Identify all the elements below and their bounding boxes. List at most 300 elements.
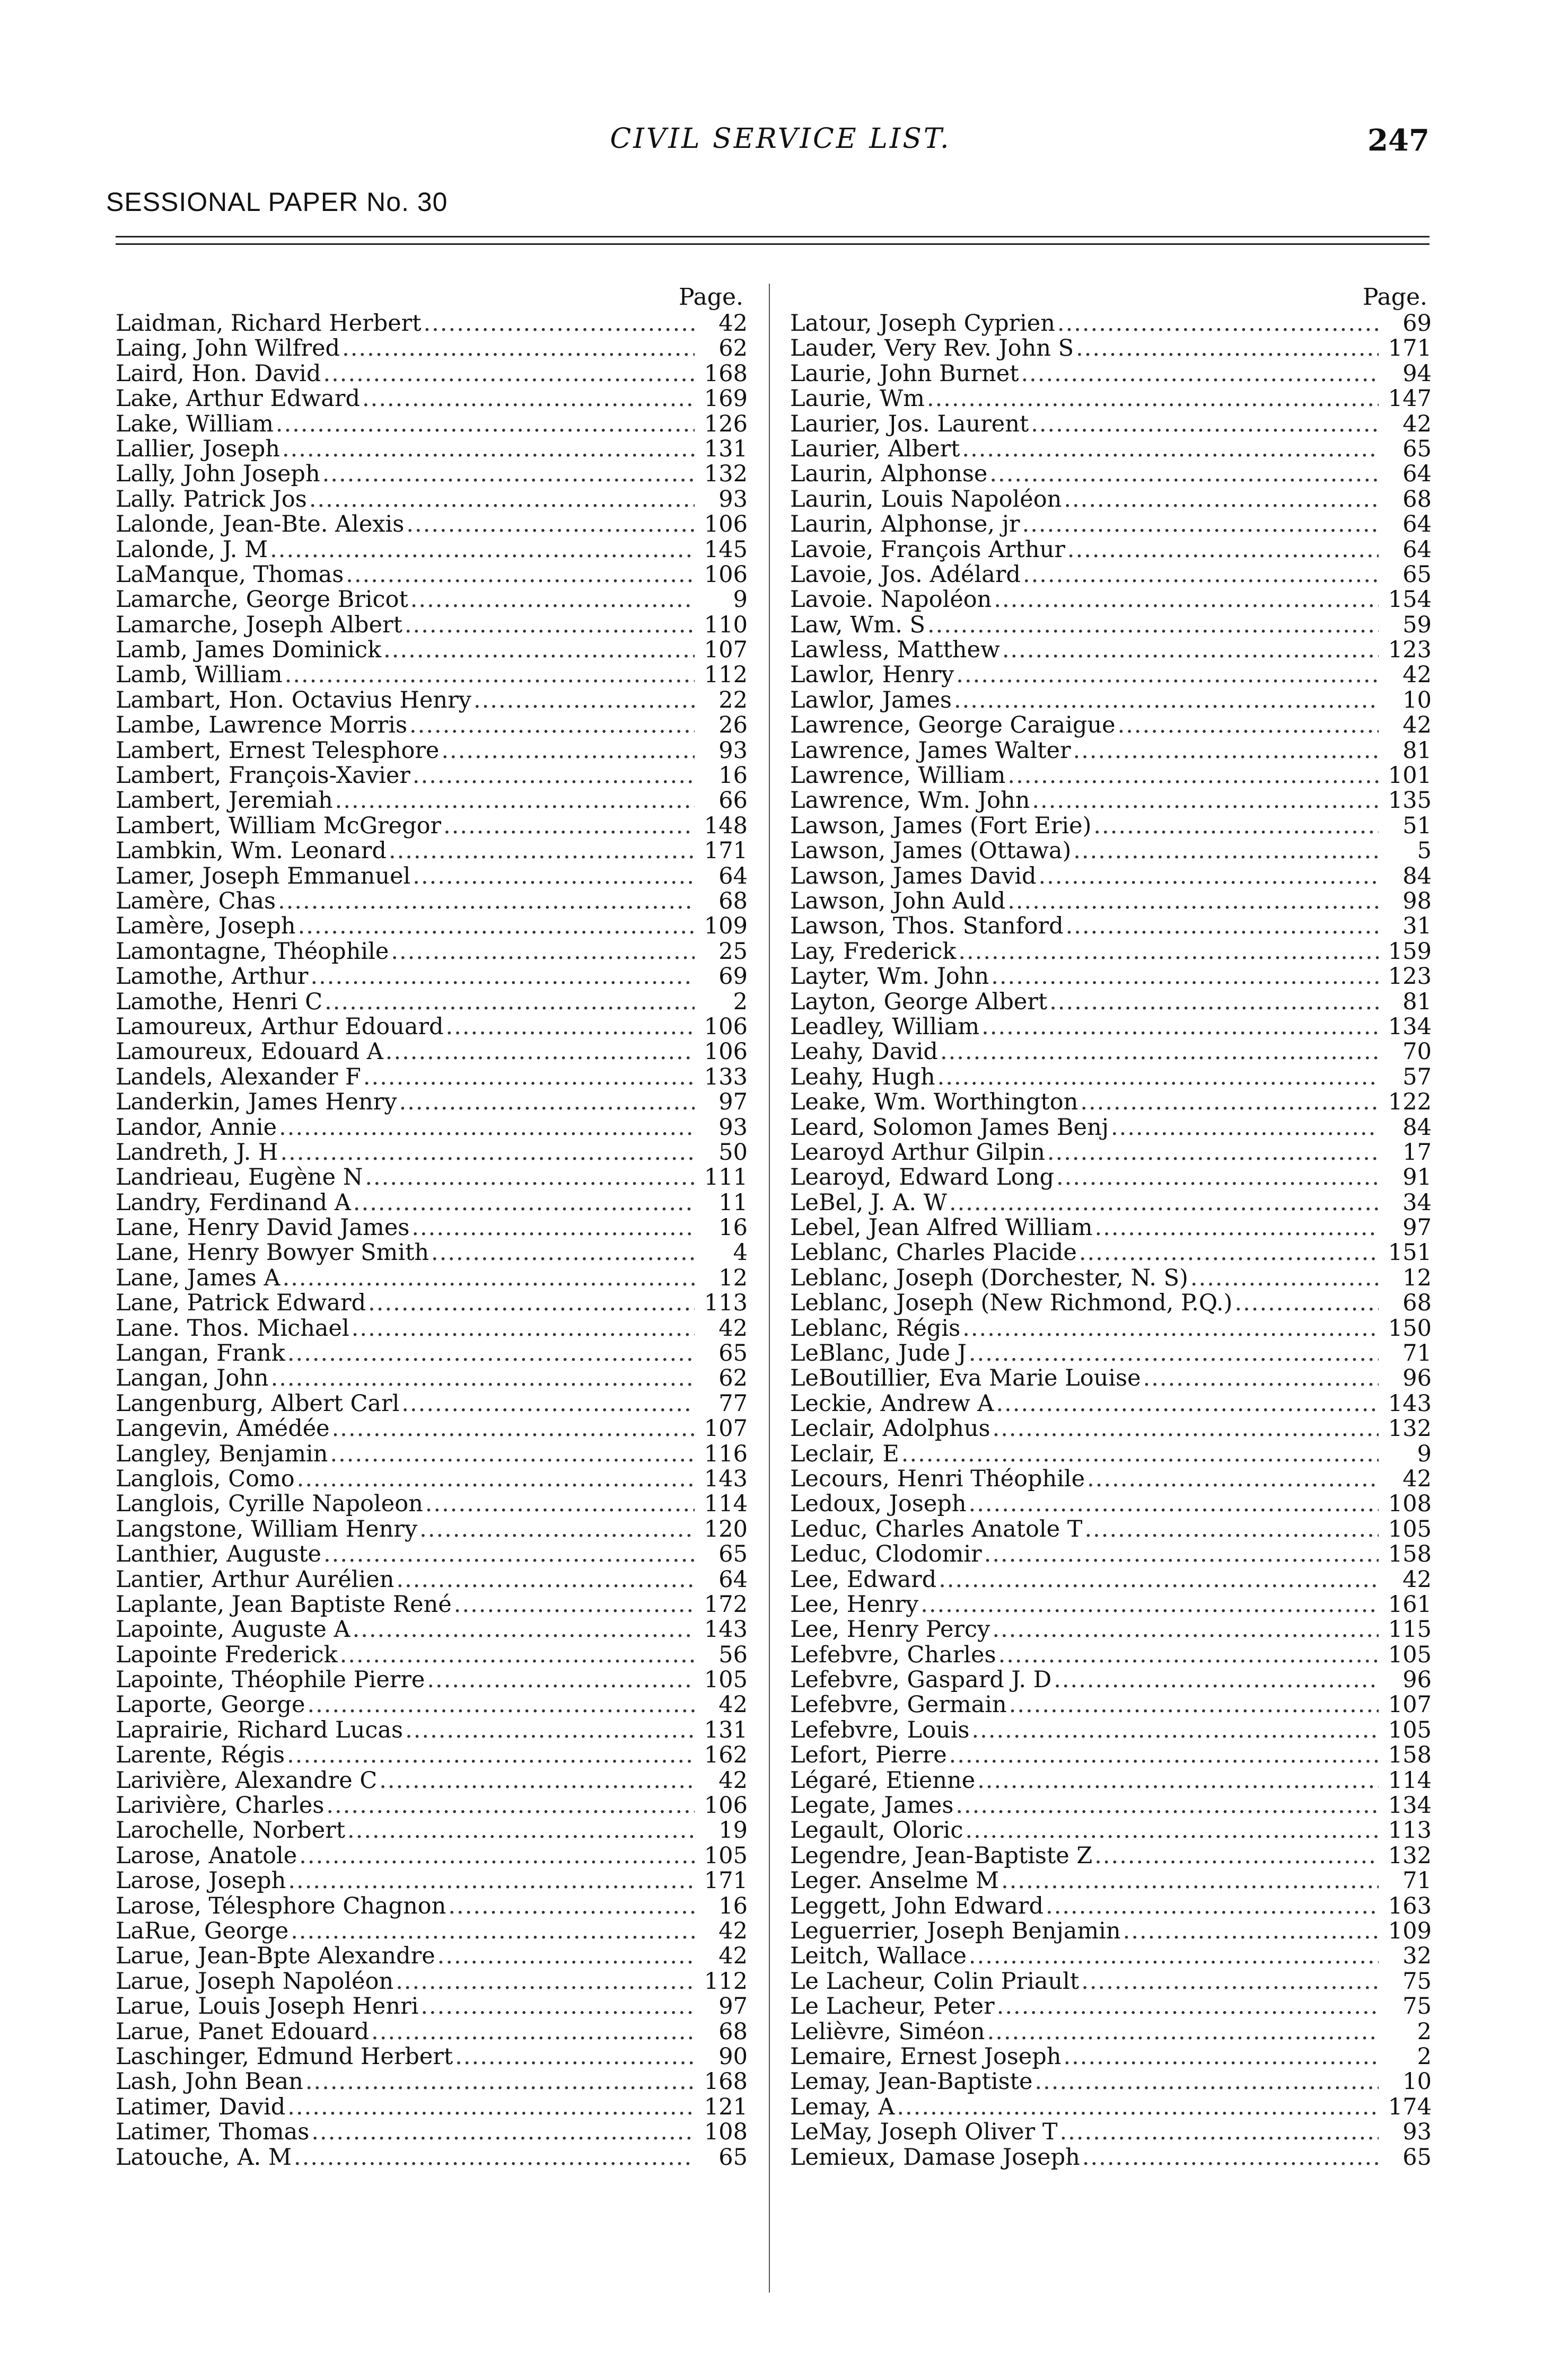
index-entry — [790, 2145, 1432, 2170]
entry-page-number: 64 — [718, 1566, 748, 1593]
index-entry — [116, 311, 748, 336]
dot-leader — [1087, 1467, 1379, 1492]
index-entry — [790, 487, 1432, 512]
dot-leader — [287, 2095, 695, 2120]
entry-page-number: 108 — [704, 2119, 748, 2146]
entry-page-number: 22 — [718, 686, 748, 713]
entry-page-number: 68 — [1402, 486, 1432, 513]
entry-name: Lalonde, J. M — [116, 536, 268, 563]
entry-page-number: 2 — [1417, 2018, 1432, 2045]
entry-page-number: 147 — [1388, 385, 1432, 412]
index-entry — [790, 1065, 1432, 1090]
entry-name: Lawrence, James Walter — [790, 737, 1071, 764]
entry-name: Law, Wm. S — [790, 611, 925, 638]
entry-page-number: 96 — [1402, 1667, 1432, 1694]
entry-name: LeBel, J. A. W — [790, 1189, 947, 1216]
dot-leader — [1190, 1266, 1379, 1291]
entry-page-number: 75 — [1402, 1993, 1432, 2020]
entry-name: Lamère, Chas — [116, 887, 276, 914]
dot-leader — [420, 1994, 695, 2019]
entry-page-number: 81 — [1402, 988, 1432, 1015]
entry-name: Lemay, A — [790, 2093, 895, 2120]
entry-name: Lash, John Bean — [116, 2068, 303, 2095]
entry-page-number: 106 — [704, 1038, 748, 1065]
index-entry — [790, 1039, 1432, 1064]
dot-leader — [406, 512, 695, 537]
dot-leader — [298, 914, 695, 939]
index-entry — [790, 1718, 1432, 1743]
index-entry — [790, 537, 1432, 562]
dot-leader — [287, 1743, 695, 1768]
entry-page-number: 4 — [733, 1239, 748, 1266]
entry-page-number: 42 — [718, 1918, 748, 1944]
entry-name: Lee, Henry Percy — [790, 1616, 990, 1643]
entry-name: Leclair, Adolphus — [790, 1415, 990, 1442]
entry-name: LaRue, George — [116, 1918, 289, 1944]
entry-name: Larose, Télesphore Chagnon — [116, 1892, 446, 1919]
dot-leader — [307, 1693, 695, 1717]
entry-page-number: 81 — [1402, 737, 1432, 764]
entry-page-number: 143 — [704, 1616, 748, 1643]
entry-name: Lemaire, Ernest Joseph — [790, 2043, 1062, 2070]
dot-leader — [949, 1191, 1379, 1215]
dot-leader — [363, 1065, 695, 1090]
index-entry — [790, 1492, 1432, 1517]
dot-leader — [969, 1944, 1379, 1969]
entry-name: Lawrence, George Caraigue — [790, 712, 1116, 739]
index-entry — [116, 1894, 748, 1919]
entry-page-number: 105 — [704, 1842, 748, 1869]
entry-name: Leger. Anselme M — [790, 1867, 999, 1894]
entry-name: Lane, Henry David James — [116, 1214, 410, 1241]
dot-leader — [332, 1416, 695, 1441]
dot-leader — [443, 814, 695, 839]
index-entry — [116, 1266, 748, 1291]
entry-page-number: 98 — [1402, 887, 1432, 914]
entry-name: Lambkin, Wm. Leonard — [116, 838, 387, 865]
index-entry — [790, 362, 1432, 386]
index-entry — [116, 1291, 748, 1316]
entry-page-number: 77 — [718, 1390, 748, 1417]
entry-page-number: 105 — [1388, 1641, 1432, 1668]
entry-page-number: 9 — [733, 586, 748, 613]
dot-leader — [920, 1592, 1379, 1617]
index-entry — [116, 713, 748, 738]
entry-name: Larochelle, Norbert — [116, 1817, 346, 1844]
index-entry — [790, 763, 1432, 788]
entry-name: Leckie, Andrew A — [790, 1390, 994, 1417]
index-entry — [790, 512, 1432, 537]
index-entry — [116, 1341, 748, 1366]
entry-name: Ledoux, Joseph — [790, 1491, 967, 1518]
index-entry — [790, 587, 1432, 612]
entry-name: Lapointe Frederick — [116, 1641, 338, 1668]
dot-leader — [992, 1617, 1379, 1642]
dot-leader — [287, 1341, 695, 1366]
entry-name: Laplante, Jean Baptiste René — [116, 1591, 452, 1618]
entry-name: Laurie, John Burnet — [790, 360, 1019, 387]
index-entry — [116, 1065, 748, 1090]
entry-name: Laporte, George — [116, 1691, 305, 1718]
index-entry — [116, 1316, 748, 1341]
index-entry — [116, 1215, 748, 1240]
entry-page-number: 105 — [1388, 1515, 1432, 1542]
dot-leader — [270, 537, 695, 562]
entry-name: Laprairie, Richard Lucas — [116, 1716, 404, 1743]
entry-page-number: 97 — [718, 1993, 748, 2020]
dot-leader — [897, 2095, 1379, 2120]
entry-page-number: 106 — [704, 511, 748, 538]
entry-name: Langenburg, Albert Carl — [116, 1390, 400, 1417]
entry-page-number: 113 — [1388, 1817, 1432, 1844]
entry-name: Leguerrier, Joseph Benjamin — [790, 1918, 1121, 1944]
sessional-paper-label: SESSIONAL PAPER No. 30 — [106, 187, 448, 217]
dot-leader — [1023, 562, 1379, 587]
index-entry — [116, 688, 748, 713]
entry-page-number: 171 — [1388, 335, 1432, 362]
entry-name: Lanthier, Auguste — [116, 1541, 321, 1568]
entry-name: Leblanc, Joseph (Dorchester, N. S) — [790, 1264, 1188, 1291]
dot-leader — [937, 1065, 1379, 1090]
index-entry — [790, 864, 1432, 889]
entry-name: Légaré, Etienne — [790, 1767, 976, 1794]
index-entry — [790, 462, 1432, 487]
dot-leader — [294, 2145, 695, 2170]
index-entry — [116, 1442, 748, 1467]
index-entry — [116, 587, 748, 612]
dot-leader — [1073, 839, 1379, 863]
dot-leader — [1002, 638, 1379, 663]
entry-name: Lawson, James (Ottawa) — [790, 838, 1072, 865]
entry-name: Lambert, François-Xavier — [116, 762, 410, 789]
entry-name: Laurin, Alphonse — [790, 461, 988, 488]
entry-name: Lally, John Joseph — [116, 461, 320, 488]
dot-leader — [299, 1844, 695, 1868]
dot-leader — [383, 638, 695, 663]
entry-page-number: 168 — [704, 360, 748, 387]
entry-name: Lamoureux, Arthur Edouard — [116, 1013, 444, 1040]
entry-page-number: 134 — [1388, 1792, 1432, 1819]
index-entry — [790, 2069, 1432, 2094]
index-entry — [790, 2020, 1432, 2044]
entry-name: Lawlor, James — [790, 686, 952, 713]
index-entry — [116, 1542, 748, 1567]
entry-name: Lamoureux, Edouard A — [116, 1038, 383, 1065]
entry-page-number: 9 — [1417, 1440, 1432, 1467]
entry-page-number: 62 — [718, 1365, 748, 1392]
entry-name: Larivière, Charles — [116, 1792, 325, 1819]
index-entry — [790, 1768, 1432, 1793]
entry-name: Leduc, Clodomir — [790, 1541, 982, 1568]
index-entry — [116, 1391, 748, 1416]
dot-leader — [411, 1215, 695, 1240]
entry-name: Langan, Frank — [116, 1340, 285, 1367]
entry-page-number: 42 — [718, 1315, 748, 1342]
entry-page-number: 93 — [718, 486, 748, 513]
entry-page-number: 42 — [718, 1767, 748, 1794]
index-entry — [116, 1191, 748, 1215]
index-entry — [116, 2069, 748, 2094]
entry-name: Le Lacheur, Colin Priault — [790, 1968, 1080, 1995]
dot-leader — [282, 437, 695, 462]
entry-name: Lemay, Jean-Baptiste — [790, 2068, 1033, 2095]
dot-leader — [365, 1165, 695, 1190]
entry-name: Lebel, Jean Alfred William — [790, 1214, 1093, 1241]
entry-page-number: 42 — [1402, 662, 1432, 689]
dot-leader — [994, 587, 1379, 612]
entry-name: Larue, Louis Joseph Henri — [116, 1993, 419, 2020]
index-column-right — [790, 284, 1432, 2170]
entry-name: Lamb, William — [116, 662, 283, 689]
index-entry — [116, 839, 748, 863]
dot-leader — [1234, 1291, 1379, 1316]
entry-page-number: 154 — [1388, 586, 1432, 613]
entry-page-number: 108 — [1388, 1491, 1432, 1518]
index-entry — [790, 1140, 1432, 1165]
dot-leader — [446, 1015, 695, 1039]
dot-leader — [1111, 1115, 1379, 1140]
entry-name: Lane. Thos. Michael — [116, 1315, 349, 1342]
entry-page-number: 10 — [1402, 686, 1432, 713]
dot-leader — [1009, 1693, 1379, 1717]
dot-leader — [984, 1542, 1379, 1567]
dot-leader — [425, 1492, 695, 1517]
entry-name: Lambert, Ernest Telesphore — [116, 737, 440, 764]
dot-leader — [987, 2020, 1379, 2044]
entry-page-number: 26 — [718, 712, 748, 739]
entry-page-number: 105 — [704, 1667, 748, 1694]
entry-name: LeMay, Joseph Oliver T — [790, 2119, 1058, 2146]
dot-leader — [1094, 1844, 1379, 1868]
dot-leader — [1039, 864, 1379, 889]
entry-page-number: 106 — [704, 561, 748, 588]
entry-name: Lake, Arthur Edward — [116, 385, 360, 412]
entry-page-number: 19 — [718, 1817, 748, 1844]
dot-leader — [346, 562, 695, 587]
index-entry — [790, 1215, 1432, 1240]
index-entry — [116, 1165, 748, 1190]
index-entry — [116, 1140, 748, 1165]
entry-name: Lecours, Henri Théophile — [790, 1465, 1085, 1492]
index-entry — [790, 1442, 1432, 1467]
index-entry — [790, 1994, 1432, 2019]
dot-leader — [353, 1617, 695, 1642]
index-entry — [790, 1165, 1432, 1190]
dot-leader — [1067, 537, 1379, 562]
entry-name: Lawless, Matthew — [790, 637, 1000, 664]
entry-name: Legendre, Jean-Baptiste Z — [790, 1842, 1093, 1869]
dot-leader — [998, 1643, 1379, 1668]
entry-page-number: 110 — [704, 611, 748, 638]
dot-leader — [271, 1366, 695, 1391]
entry-page-number: 107 — [704, 637, 748, 664]
index-entry — [116, 1868, 748, 1893]
entry-page-number: 123 — [1388, 963, 1432, 990]
entry-page-number: 25 — [718, 938, 748, 965]
entry-name: Leclair, E — [790, 1440, 899, 1467]
dot-leader — [330, 1442, 695, 1467]
dot-leader — [1095, 1215, 1379, 1240]
dot-leader — [1007, 763, 1379, 788]
entry-page-number: 42 — [1402, 1465, 1432, 1492]
index-entry — [116, 1718, 748, 1743]
entry-name: Leahy, Hugh — [790, 1063, 935, 1090]
entry-page-number: 68 — [718, 887, 748, 914]
entry-name: Layter, Wm. John — [790, 963, 989, 990]
index-entry — [790, 386, 1432, 411]
dot-leader — [297, 1467, 695, 1492]
entry-page-number: 135 — [1388, 787, 1432, 814]
entry-name: Lantier, Arthur Aurélien — [116, 1566, 394, 1593]
dot-leader — [353, 1191, 695, 1215]
entry-page-number: 65 — [1402, 435, 1432, 462]
index-entry — [116, 763, 748, 788]
entry-name: Landrieau, Eugène N — [116, 1164, 363, 1191]
dot-leader — [977, 1768, 1379, 1793]
entry-page-number: 64 — [1402, 461, 1432, 488]
entry-name: Lawlor, Henry — [790, 662, 954, 689]
entry-name: Leitch, Wallace — [790, 1943, 967, 1970]
entry-page-number: 71 — [1402, 1867, 1432, 1894]
dot-leader — [424, 311, 695, 336]
dot-leader — [1066, 914, 1379, 939]
entry-list — [790, 311, 1432, 2170]
entry-page-number: 109 — [1388, 1918, 1432, 1944]
index-entry — [116, 1416, 748, 1441]
index-entry — [790, 1015, 1432, 1039]
dot-leader — [371, 2020, 695, 2044]
entry-page-number: 113 — [704, 1290, 748, 1317]
entry-name: Larose, Joseph — [116, 1867, 286, 1894]
entry-name: Laidman, Richard Herbert — [116, 310, 422, 337]
index-entry — [790, 1567, 1432, 1592]
entry-name: Landry, Ferdinand A — [116, 1189, 351, 1216]
index-entry — [116, 1793, 748, 1818]
index-entry — [116, 1090, 748, 1115]
index-entry — [790, 638, 1432, 663]
index-entry — [790, 1391, 1432, 1416]
index-entry — [790, 1868, 1432, 1893]
dot-leader — [280, 1140, 695, 1165]
entry-name: Lawson, John Auld — [790, 887, 1006, 914]
entry-page-number: 168 — [704, 2068, 748, 2095]
entry-name: Lambert, Jeremiah — [116, 787, 333, 814]
dot-leader — [940, 1039, 1379, 1064]
entry-page-number: 34 — [1402, 1189, 1432, 1216]
index-entry — [790, 1542, 1432, 1567]
entry-page-number: 131 — [704, 1716, 748, 1743]
index-entry — [116, 1567, 748, 1592]
entry-page-number: 132 — [704, 461, 748, 488]
entry-name: Lamarche, George Bricot — [116, 586, 408, 613]
dot-leader — [901, 1442, 1379, 1467]
entry-name: Lefebvre, Gaspard J. D — [790, 1667, 1052, 1694]
dot-leader — [342, 336, 695, 361]
entry-name: Leadley, William — [790, 1013, 980, 1040]
dot-leader — [323, 362, 695, 386]
entry-page-number: 56 — [718, 1641, 748, 1668]
entry-page-number: 16 — [718, 1214, 748, 1241]
entry-name: Lemieux, Damase Joseph — [790, 2144, 1080, 2171]
entry-page-number: 171 — [704, 838, 748, 865]
index-entry — [116, 1743, 748, 1768]
entry-page-number: 84 — [1402, 862, 1432, 889]
entry-name: Lavoie, Jos. Adélard — [790, 561, 1021, 588]
index-entry — [116, 889, 748, 914]
index-column-left — [116, 284, 748, 2170]
dot-leader — [288, 1868, 695, 1893]
index-entry — [116, 1039, 748, 1064]
dot-leader — [325, 990, 695, 1015]
dot-leader — [1034, 2069, 1379, 2094]
dot-leader — [1084, 1517, 1379, 1542]
entry-name: Lally. Patrick Jos — [116, 486, 307, 513]
index-entry — [116, 638, 748, 663]
entry-name: Laschinger, Edmund Herbert — [116, 2043, 453, 2070]
entry-page-number: 106 — [704, 1013, 748, 1040]
dot-leader — [352, 1316, 695, 1341]
entry-page-number: 94 — [1402, 360, 1432, 387]
entry-page-number: 93 — [718, 1114, 748, 1141]
index-entry — [116, 939, 748, 964]
dot-leader — [473, 688, 695, 713]
dot-leader — [1093, 814, 1379, 839]
index-entry — [790, 1316, 1432, 1341]
dot-leader — [305, 2069, 695, 2094]
entry-name: Lambe, Lawrence Morris — [116, 712, 408, 739]
entry-name: Lamothe, Henri C — [116, 988, 323, 1015]
dot-leader — [1076, 336, 1379, 361]
entry-name: Lane, James A — [116, 1264, 280, 1291]
entry-name: LaManque, Thomas — [116, 561, 344, 588]
index-entry — [790, 1115, 1432, 1140]
column-page-heading: Page. — [1362, 284, 1427, 311]
entry-page-number: 69 — [1402, 310, 1432, 337]
entry-name: Lauder, Very Rev. John S — [790, 335, 1074, 362]
index-entry — [116, 362, 748, 386]
dot-leader — [326, 1793, 695, 1818]
entry-name: Leduc, Charles Anatole T — [790, 1515, 1083, 1542]
dot-leader — [454, 1592, 695, 1617]
entry-name: Larue, Joseph Napoléon — [116, 1968, 394, 1995]
entry-page-number: 42 — [1402, 1566, 1432, 1593]
entry-page-number: 32 — [1402, 1943, 1432, 1970]
entry-page-number: 120 — [704, 1515, 748, 1542]
entry-page-number: 10 — [1402, 2068, 1432, 2095]
dot-leader — [955, 1793, 1379, 1818]
column-page-heading: Page. — [678, 284, 743, 311]
dot-leader — [410, 587, 695, 612]
dot-leader — [969, 1492, 1379, 1517]
dot-leader — [1022, 512, 1379, 537]
index-entry — [790, 1693, 1432, 1717]
entry-name: Learoyd, Edward Long — [790, 1164, 1055, 1191]
dot-leader — [1063, 2044, 1379, 2069]
entry-page-number: 84 — [1402, 1114, 1432, 1141]
entry-name: Laurier, Albert — [790, 435, 960, 462]
dot-leader — [441, 738, 695, 763]
entry-page-number: 93 — [1402, 2119, 1432, 2146]
dot-leader — [278, 889, 695, 914]
entry-name: Lambert, William McGregor — [116, 812, 442, 839]
entry-name: Larue, Jean-Bpte Alexandre — [116, 1943, 435, 1970]
entry-name: Latour, Joseph Cyprien — [790, 310, 1055, 337]
entry-page-number: 17 — [1402, 1139, 1432, 1166]
entry-name: Leake, Wm. Worthington — [790, 1089, 1078, 1116]
entry-page-number: 59 — [1402, 611, 1432, 638]
entry-name: Laurie, Wm — [790, 385, 925, 412]
index-entry — [790, 1090, 1432, 1115]
